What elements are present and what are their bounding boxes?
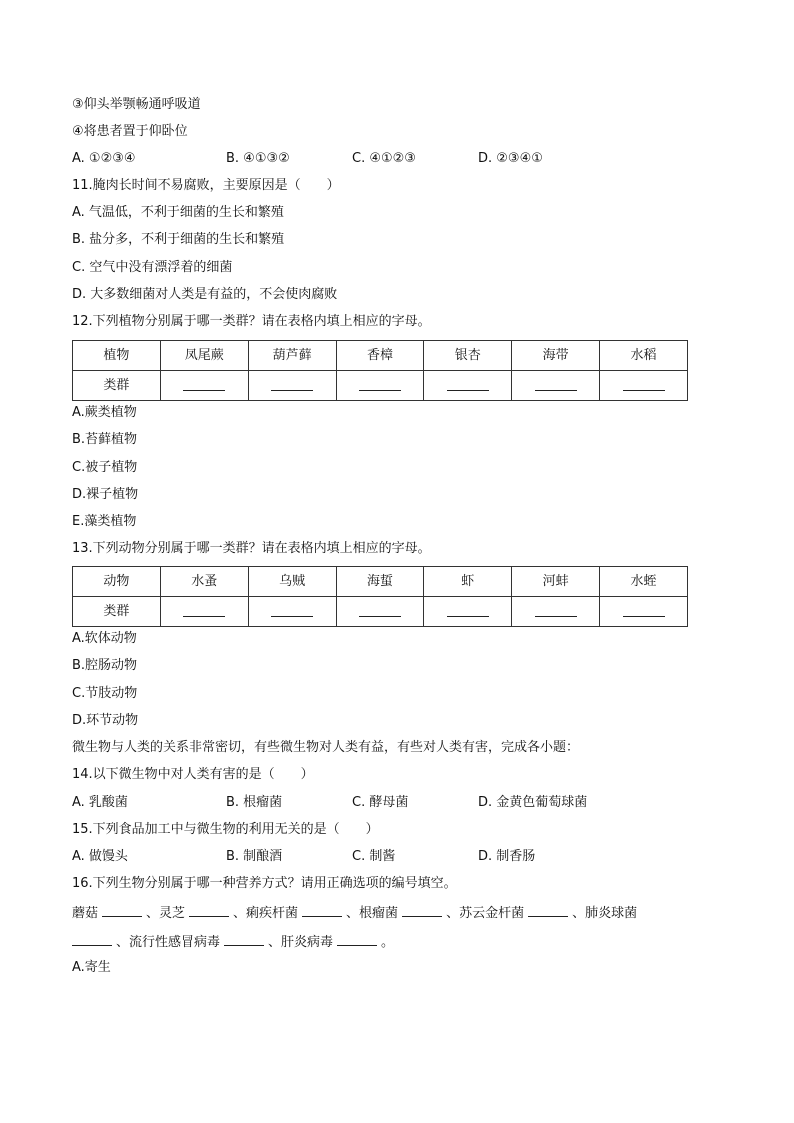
q13-stem: 13.下列动物分别属于哪一类群？请在表格内填上相应的字母。	[72, 541, 431, 556]
q12-option-d: D.裸子植物	[72, 487, 139, 502]
q14-option-d: D. 金黄色葡萄球菌	[478, 795, 588, 810]
answer-cell	[424, 597, 512, 627]
answer-cell	[336, 597, 424, 627]
fill-label: 、根瘤菌	[346, 906, 399, 921]
fill-blank[interactable]	[402, 904, 442, 917]
table-cell: 水稻	[600, 341, 688, 371]
q13-option-d: D.环节动物	[72, 713, 139, 728]
q12-option-c: C.被子植物	[72, 460, 138, 475]
step-3-text: ③仰头举颚畅通呼吸道	[72, 97, 201, 112]
q12-stem: 12.下列植物分别属于哪一类群？请在表格内填上相应的字母。	[72, 314, 431, 329]
q15-option-d: D. 制香肠	[478, 849, 536, 864]
fill-label: 。	[381, 935, 395, 950]
animal-classification-table	[72, 566, 688, 627]
plant-classification-table	[72, 340, 688, 401]
table-cell: 植物	[73, 341, 161, 371]
table-cell: 香樟	[336, 341, 424, 371]
answer-blank[interactable]	[623, 376, 665, 391]
q11-option-c: C. 空气中没有漂浮着的细菌	[72, 260, 233, 275]
q14-option-c: C. 酵母菌	[352, 795, 409, 810]
table-cell: 虾	[424, 567, 512, 597]
q10-option-c: C. ④①②③	[352, 151, 416, 166]
answer-blank[interactable]	[359, 602, 401, 617]
answer-cell	[600, 371, 688, 401]
answer-cell	[160, 597, 248, 627]
table-cell: 银杏	[424, 341, 512, 371]
answer-cell	[424, 371, 512, 401]
answer-cell	[512, 597, 600, 627]
fill-label: 、流行性感冒病毒	[116, 935, 221, 950]
answer-blank[interactable]	[535, 376, 577, 391]
answer-cell	[160, 371, 248, 401]
table-cell: 凤尾蕨	[160, 341, 248, 371]
q16-option-a: A.寄生	[72, 960, 111, 975]
q13-option-a: A.软体动物	[72, 631, 137, 646]
answer-cell	[600, 597, 688, 627]
q16-fill-line-1	[72, 904, 637, 922]
q14-option-a: A. 乳酸菌	[72, 795, 128, 810]
q12-option-a: A.蕨类植物	[72, 405, 137, 420]
table-cell: 动物	[73, 567, 161, 597]
table-cell: 乌贼	[248, 567, 336, 597]
answer-blank[interactable]	[359, 376, 401, 391]
q11-stem: 11.腌肉长时间不易腐败，主要原因是（ ）	[72, 178, 340, 193]
q11-option-d: D. 大多数细菌对人类是有益的，不会使肉腐败	[72, 287, 338, 302]
q15-stem: 15.下列食品加工中与微生物的利用无关的是（ ）	[72, 822, 379, 837]
q14-option-b: B. 根瘤菌	[226, 795, 283, 810]
fill-blank[interactable]	[528, 904, 568, 917]
fill-label: 、苏云金杆菌	[446, 906, 525, 921]
q11-option-b: B. 盐分多，不利于细菌的生长和繁殖	[72, 232, 285, 247]
microbe-intro-text: 微生物与人类的关系非常密切，有些微生物对人类有益，有些对人类有害，完成各小题：	[72, 740, 580, 755]
step-4-text: ④将患者置于仰卧位	[72, 124, 188, 139]
q10-option-d: D. ②③④①	[478, 151, 543, 166]
answer-blank[interactable]	[447, 376, 489, 391]
q16-fill-line-2	[72, 933, 394, 951]
answer-cell	[336, 371, 424, 401]
answer-blank[interactable]	[183, 376, 225, 391]
fill-blank[interactable]	[224, 933, 264, 946]
table-cell: 葫芦藓	[248, 341, 336, 371]
answer-blank[interactable]	[271, 376, 313, 391]
q11-option-a: A. 气温低，不利于细菌的生长和繁殖	[72, 205, 284, 220]
fill-label: 、灵芝	[146, 906, 186, 921]
q12-option-e: E.藻类植物	[72, 514, 137, 529]
table-cell: 河蚌	[512, 567, 600, 597]
q12-option-b: B.苔藓植物	[72, 432, 138, 447]
fill-blank[interactable]	[302, 904, 342, 917]
answer-blank[interactable]	[183, 602, 225, 617]
answer-cell	[248, 371, 336, 401]
answer-cell	[512, 371, 600, 401]
table-cell: 类群	[73, 597, 161, 627]
fill-label: 、肝炎病毒	[268, 935, 334, 950]
fill-blank[interactable]	[72, 933, 112, 946]
q13-option-c: C.节肢动物	[72, 686, 138, 701]
answer-blank[interactable]	[271, 602, 313, 617]
q10-option-a: A. ①②③④	[72, 151, 136, 166]
q10-option-b: B. ④①③②	[226, 151, 290, 166]
table-row	[73, 597, 688, 627]
fill-label: 蘑菇	[72, 906, 99, 921]
table-cell: 类群	[73, 371, 161, 401]
q15-option-c: C. 制酱	[352, 849, 396, 864]
q15-option-a: A. 做馒头	[72, 849, 128, 864]
fill-blank[interactable]	[102, 904, 142, 917]
table-cell: 水蚤	[160, 567, 248, 597]
fill-label: 、痢疾杆菌	[233, 906, 299, 921]
fill-label: 、肺炎球菌	[572, 906, 638, 921]
table-row	[73, 371, 688, 401]
q14-stem: 14.以下微生物中对人类有害的是（ ）	[72, 767, 314, 782]
q16-stem: 16.下列生物分别属于哪一种营养方式？请用正确选项的编号填空。	[72, 876, 457, 891]
answer-blank[interactable]	[535, 602, 577, 617]
answer-blank[interactable]	[447, 602, 489, 617]
answer-cell	[248, 597, 336, 627]
fill-blank[interactable]	[337, 933, 377, 946]
table-cell: 海蜇	[336, 567, 424, 597]
table-cell: 水蛭	[600, 567, 688, 597]
q15-option-b: B. 制酿酒	[226, 849, 283, 864]
table-cell: 海带	[512, 341, 600, 371]
fill-blank[interactable]	[189, 904, 229, 917]
q13-option-b: B.腔肠动物	[72, 658, 138, 673]
answer-blank[interactable]	[623, 602, 665, 617]
table-header-row	[73, 341, 688, 371]
table-header-row	[73, 567, 688, 597]
